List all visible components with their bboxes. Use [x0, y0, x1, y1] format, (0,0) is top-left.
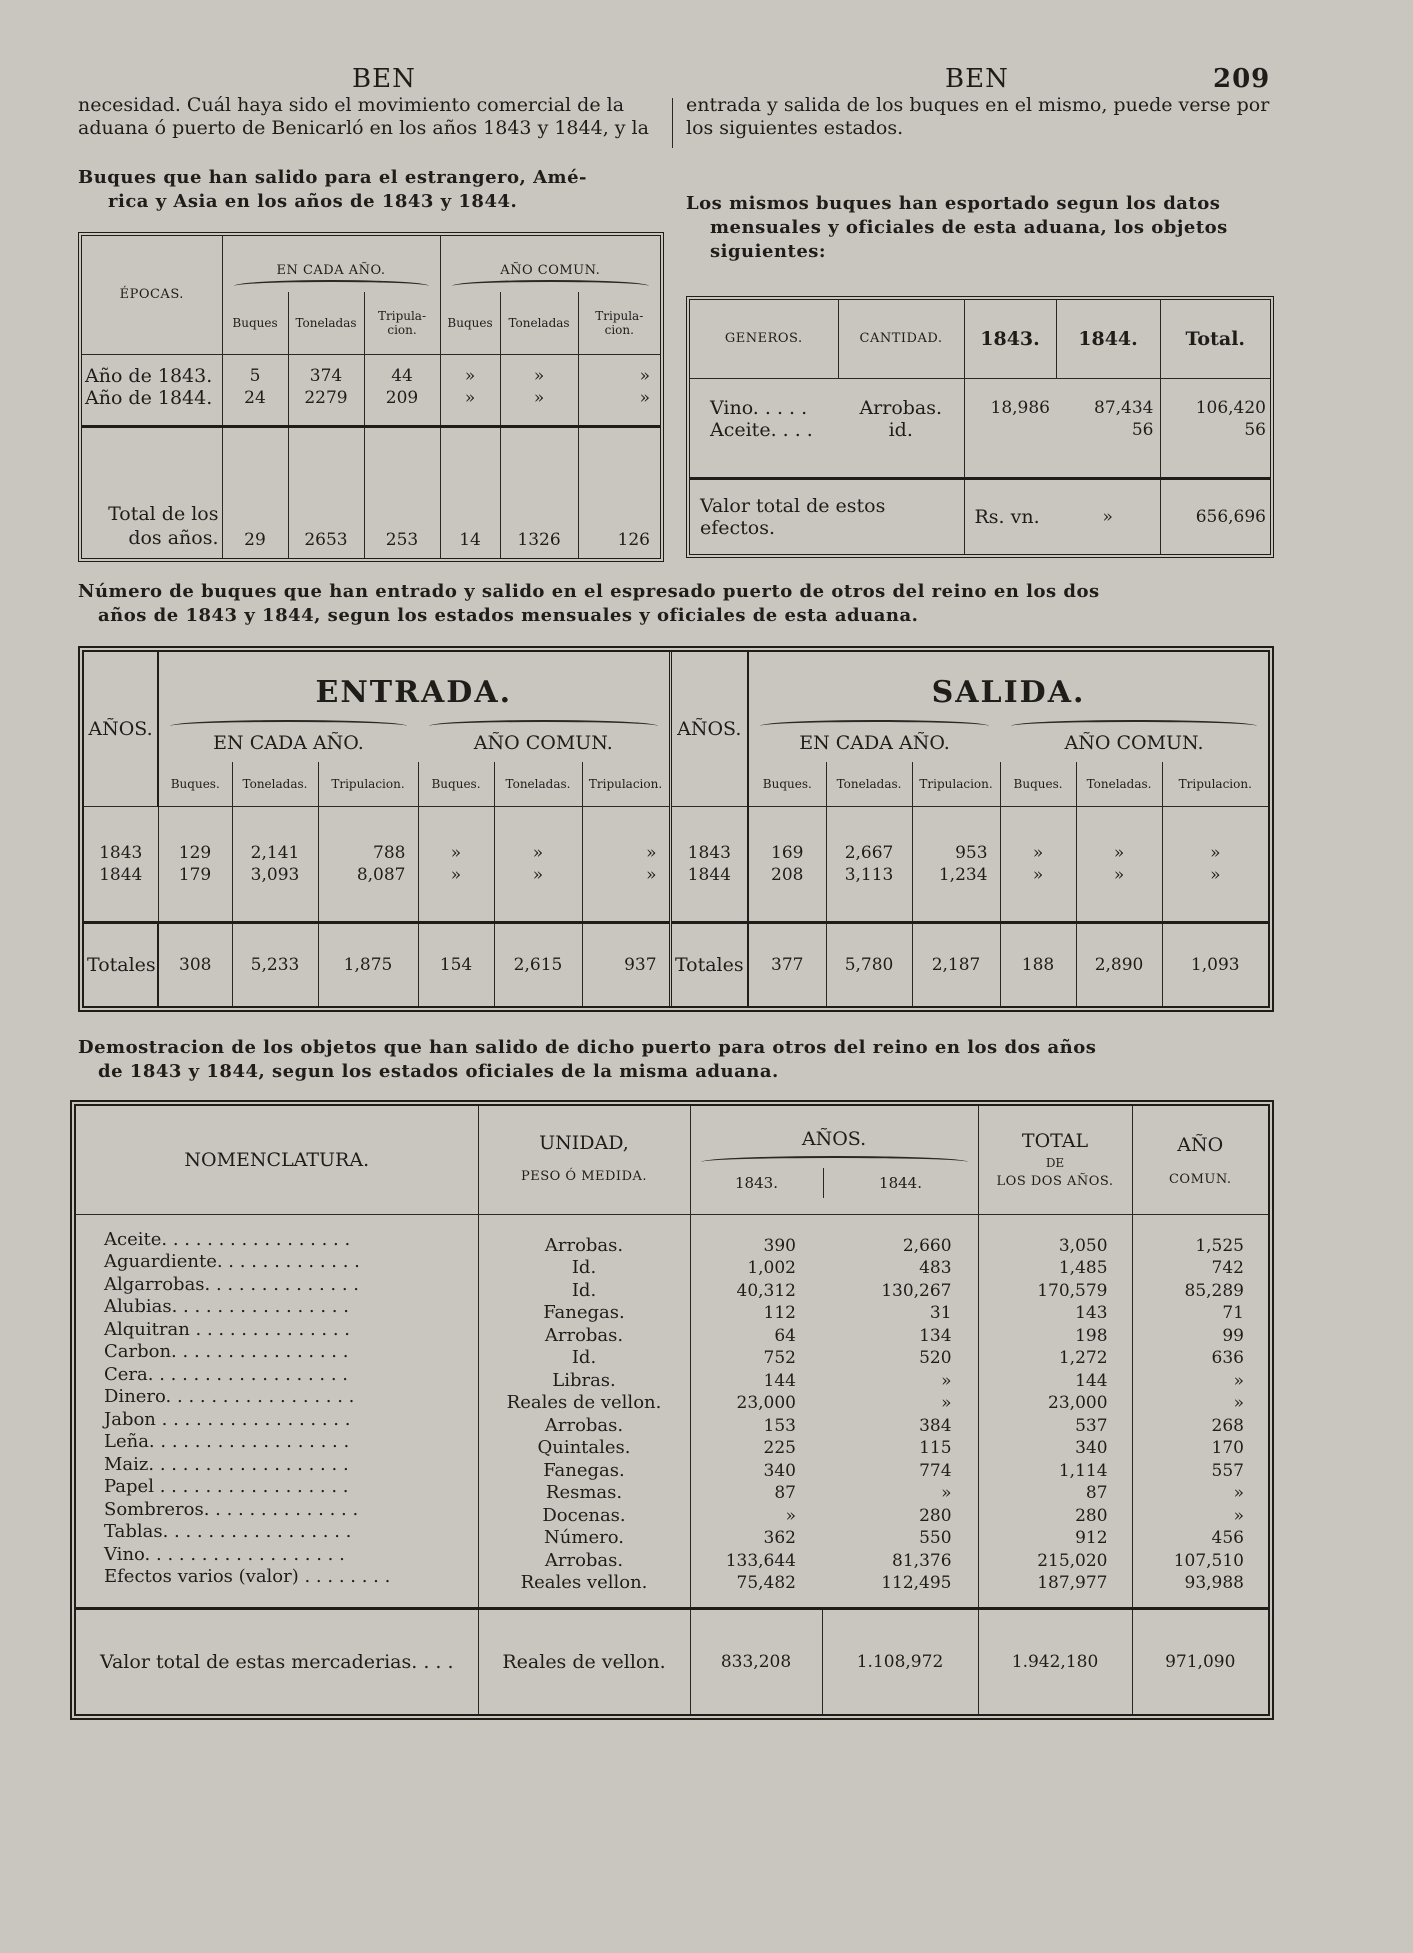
- t3-cell: » »: [1210, 842, 1221, 885]
- t4-item-1843: 112: [763, 1303, 796, 1323]
- t3-entrada: ENTRADA.: [158, 652, 670, 710]
- table3-title: Número de buques que han entrado y salido en el espresado puerto de otros del reino en los dos años de 1843 y 1844, segun los estados mensuales y oficiales de esta aduana.: [78, 581, 1100, 626]
- t4-item-1843: 133,644: [725, 1550, 796, 1571]
- t4-item-unit: Fanegas.: [543, 1459, 625, 1481]
- total-list: [979, 1235, 1108, 1595]
- t4-unidad-col: [478, 1214, 690, 1608]
- t1-total: 1326: [500, 426, 578, 558]
- t3-e-comun: AÑO COMUN.: [418, 710, 670, 762]
- t3-col: Toneladas.: [826, 762, 912, 806]
- t4-comun-col: [1132, 1214, 1268, 1608]
- t1-cell: 5 24: [222, 354, 288, 426]
- t3-col: Tripulacion.: [318, 762, 418, 806]
- t1-cell: » »: [500, 354, 578, 426]
- t3-totales-label: Totales: [84, 922, 158, 1006]
- t4-1843-col: [690, 1214, 822, 1608]
- t4-item-1843: 75,482: [736, 1573, 796, 1593]
- t1-group-en-cada: EN CADA AÑO.: [222, 236, 440, 292]
- t3-cell: 129 179: [158, 806, 232, 922]
- t2-h-total: Total.: [1185, 327, 1246, 350]
- t4-item-1844: 115: [919, 1438, 952, 1458]
- t4-item-name: Aceite. . . . . . . . . . . . . . . . .: [104, 1228, 351, 1250]
- t4-item-comun: »: [1233, 1393, 1244, 1413]
- t4-item-total: 144: [1075, 1370, 1108, 1391]
- t4-item-total: 198: [1075, 1325, 1108, 1346]
- t3-cell: » »: [418, 806, 494, 922]
- t4-item-total: 170,579: [1037, 1280, 1108, 1301]
- t4-total-col: [978, 1214, 1132, 1608]
- t4-item-total: 215,020: [1037, 1550, 1108, 1571]
- t1-col-tripulacion-comun: Tripula- cion.: [595, 308, 644, 337]
- t4-item-unit: Quintales.: [537, 1437, 631, 1458]
- t4-item-total: 1,485: [1058, 1258, 1108, 1278]
- brace: [429, 720, 658, 732]
- t2-h-cantidad: CANTIDAD.: [838, 300, 964, 378]
- t4-item-1844: 31: [929, 1303, 952, 1323]
- table4: [70, 1100, 1274, 1720]
- t2-1843: 18,986: [990, 397, 1050, 418]
- t4-item-total: 1,114: [1058, 1460, 1108, 1481]
- t3-col: Tripulacion.: [912, 762, 1000, 806]
- t3-cell: 2,141 3,093: [232, 806, 318, 922]
- t4-item-name: Cera. . . . . . . . . . . . . . . . . .: [104, 1363, 349, 1385]
- t1-total: 253: [364, 426, 440, 558]
- t4-item-1844: 520: [919, 1348, 952, 1368]
- t4-item-1844: 134: [919, 1325, 952, 1346]
- t1-total: 2653: [288, 426, 364, 558]
- nomenclatura-list: [104, 1229, 478, 1589]
- t3-total: 937: [582, 922, 670, 1006]
- t2-cantidad: Arrobas. id.: [838, 378, 964, 478]
- t3-s-en-cada: EN CADA AÑO.: [748, 710, 1000, 762]
- t4-item-comun: »: [1233, 1483, 1244, 1503]
- t4-item-comun: »: [1233, 1370, 1244, 1391]
- t2-h-1844: 1844.: [1056, 300, 1160, 378]
- t4-item-1844: 130,267: [881, 1280, 952, 1301]
- t4-item-unit: Id.: [571, 1347, 597, 1368]
- table2-title: Los mismos buques han esportado segun los datos mensuales y oficiales de esta aduana, los objetos siguientes:: [686, 193, 1228, 262]
- t3-col: Tripulacion.: [1178, 776, 1252, 791]
- t3-total: 1,093: [1190, 954, 1240, 975]
- t3-total: 154: [418, 922, 494, 1006]
- t4-item-1844: 550: [919, 1528, 952, 1548]
- t3-col: Buques.: [158, 762, 232, 806]
- t2-h-1843: 1843.: [964, 300, 1056, 378]
- t4-item-name: Alquitran . . . . . . . . . . . . . .: [104, 1318, 350, 1340]
- t4-item-total: 143: [1075, 1303, 1108, 1323]
- t4-item-name: Dinero. . . . . . . . . . . . . . . . .: [104, 1386, 355, 1407]
- column-rule: [672, 98, 673, 148]
- t4-item-1843: 752: [763, 1348, 796, 1368]
- t4-item-comun: 85,289: [1184, 1280, 1244, 1301]
- t4-item-total: 1,272: [1058, 1348, 1108, 1368]
- t4-item-name: Leña. . . . . . . . . . . . . . . . . .: [104, 1431, 350, 1452]
- t4-item-total: 912: [1075, 1528, 1108, 1548]
- t1-epocas: ÉPOCAS.: [82, 236, 222, 354]
- t3-total: 188: [1000, 922, 1076, 1006]
- t4-item-comun: 456: [1211, 1528, 1244, 1548]
- t4-item-1844: 384: [919, 1415, 952, 1436]
- intro-left: necesidad. Cuál haya sido el movimiento comercial de la aduana ó puerto de Benicarló en los años 1843 y 1844, y la: [78, 94, 649, 139]
- t1-row-labels: Año de 1843. Año de 1844.: [82, 354, 222, 426]
- t4-item-unit: Arrobas.: [544, 1549, 624, 1571]
- t1-total: 29: [222, 426, 288, 558]
- brace: [452, 280, 649, 292]
- t1-col-buques-comun: Buques: [440, 292, 500, 354]
- t4-item-1844: »: [941, 1483, 952, 1503]
- t4-item-name: Maiz. . . . . . . . . . . . . . . . . .: [104, 1453, 349, 1475]
- t4-item-total: 187,977: [1037, 1573, 1108, 1593]
- t4-item-comun: 71: [1222, 1303, 1244, 1323]
- t4-item-comun: 1,525: [1195, 1235, 1244, 1256]
- table1: [78, 232, 664, 562]
- t4-item-comun: 742: [1211, 1258, 1244, 1278]
- t1-col-toneladas: Toneladas: [288, 292, 364, 354]
- comun-list: [1133, 1235, 1244, 1595]
- t3-total: 2,615: [494, 922, 582, 1006]
- t3-years: 1843 1844: [670, 806, 748, 922]
- t2-valor-total: 656,696: [1195, 506, 1266, 527]
- t4-item-name: Alubias. . . . . . . . . . . . . . . .: [104, 1296, 349, 1317]
- page-number: 209: [1213, 64, 1271, 94]
- t3-e-en-cada: EN CADA AÑO.: [158, 710, 418, 762]
- t3-cell: » »: [1000, 806, 1076, 922]
- brace: [170, 720, 407, 732]
- t4-item-1843: 340: [763, 1460, 796, 1481]
- t4-item-unit: Arrobas.: [544, 1414, 624, 1436]
- t2-generos: Vino. . . . . Aceite. . . .: [710, 396, 813, 441]
- t4-h-comun: AÑO COMUN.: [1168, 1133, 1232, 1187]
- t4-valor-total: 1.942,180: [978, 1608, 1132, 1714]
- t4-item-1843: 23,000: [736, 1393, 796, 1413]
- t2-valor-label: Valor total de estos efectos.: [690, 478, 964, 554]
- table3: [78, 646, 1274, 1012]
- t2-valor-unit: Rs. vn.: [974, 505, 1040, 528]
- t4-item-unit: Fanegas.: [543, 1302, 625, 1323]
- t4-item-comun: 99: [1222, 1325, 1244, 1346]
- t3-total: 1,875: [318, 922, 418, 1006]
- t4-item-unit: Docenas.: [542, 1504, 626, 1526]
- table4-title: Demostracion de los objetos que han salido de dicho puerto para otros del reino en los dos años de 1843 y 1844, segun los estados oficiales de la misma aduana.: [78, 1037, 1097, 1082]
- t4-item-1843: 144: [763, 1370, 796, 1391]
- t4-h-total: TOTAL DE LOS DOS AÑOS.: [978, 1106, 1132, 1214]
- t3-col: Buques.: [418, 762, 494, 806]
- t4-nomenclatura-col: [76, 1214, 478, 1608]
- t4-item-unit: Reales de vellon.: [506, 1392, 662, 1413]
- t4-item-unit: Arrobas.: [544, 1324, 624, 1346]
- t3-total: 308: [158, 922, 232, 1006]
- brace: [234, 280, 429, 292]
- t3-col: Toneladas.: [1076, 762, 1162, 806]
- t3-totales-label: Totales: [670, 922, 748, 1006]
- t3-col: Toneladas.: [494, 762, 582, 806]
- t4-item-name: Aguardiente. . . . . . . . . . . . .: [104, 1251, 360, 1272]
- table1-title: Buques que han salido para el estrangero, Amé- rica y Asia en los años de 1843 y 1844.: [78, 167, 587, 212]
- t1-cell: » »: [440, 354, 500, 426]
- table2: [686, 296, 1274, 558]
- t4-item-unit: Número.: [544, 1527, 624, 1548]
- t1-col-tripulacion: Tripula- cion.: [364, 292, 440, 354]
- t3-col: Tripulacion.: [582, 762, 670, 806]
- t3-cell: 2,667 3,113: [826, 806, 912, 922]
- t1-cell: 374 2279: [288, 354, 364, 426]
- t4-item-total: 537: [1075, 1415, 1108, 1436]
- t1-cell: 44 209: [364, 354, 440, 426]
- intro-right: entrada y salida de los buques en el mismo, puede verse por los siguientes estados.: [686, 94, 1270, 139]
- t4-item-name: Carbon. . . . . . . . . . . . . . . .: [104, 1341, 349, 1362]
- t1-col-toneladas-comun: Toneladas: [500, 292, 578, 354]
- t4-item-name: Tablas. . . . . . . . . . . . . . . . .: [104, 1521, 352, 1542]
- t4-valor-comun: 971,090: [1165, 1651, 1236, 1672]
- t3-anos-salida: AÑOS.: [670, 652, 748, 806]
- t3-cell: » »: [582, 806, 670, 922]
- t4-item-1843: 225: [763, 1438, 796, 1458]
- t4-item-1843: 1,002: [747, 1258, 796, 1278]
- t4-1844-col: [822, 1214, 978, 1608]
- t4-item-total: 87: [1085, 1483, 1108, 1503]
- t4-item-name: Sombreros. . . . . . . . . . . . . .: [104, 1498, 359, 1520]
- t2-h-generos: GENEROS.: [690, 300, 838, 378]
- t3-col: Buques.: [1000, 762, 1076, 806]
- y1843-list: [691, 1235, 797, 1595]
- t4-item-comun: 557: [1211, 1460, 1244, 1481]
- t4-item-1843: 362: [763, 1528, 796, 1548]
- t4-h-nomenclatura: NOMENCLATURA.: [76, 1106, 478, 1214]
- t2-total: 106,420 56: [1195, 397, 1266, 440]
- t1-total-label: Total de los dos años.: [82, 426, 222, 558]
- t4-item-name: Jabon . . . . . . . . . . . . . . . . .: [104, 1408, 351, 1430]
- t2-1844: 87,434 56: [1056, 378, 1160, 478]
- t4-item-1844: 81,376: [892, 1550, 952, 1571]
- t4-item-comun: »: [1233, 1505, 1244, 1526]
- t3-col: Buques.: [748, 762, 826, 806]
- t4-item-comun: 268: [1211, 1415, 1244, 1436]
- t4-item-unit: Id.: [571, 1257, 597, 1278]
- t4-valor-label: Valor total de estas mercaderias. . . .: [76, 1608, 478, 1714]
- t4-item-comun: 93,988: [1184, 1573, 1244, 1593]
- header-left: BEN: [352, 64, 416, 94]
- t1-cell: » »: [639, 365, 650, 408]
- y1844-list: [822, 1235, 952, 1595]
- t4-item-name: Algarrobas. . . . . . . . . . . . . .: [104, 1273, 360, 1295]
- t4-item-comun: 636: [1211, 1348, 1244, 1368]
- t4-item-1843: 64: [774, 1325, 796, 1346]
- t2-valor-1844: »: [1056, 478, 1160, 554]
- t3-cell: 788 8,087: [318, 806, 418, 922]
- t3-total: 2,890: [1076, 922, 1162, 1006]
- t4-item-1843: 87: [774, 1483, 796, 1503]
- t4-item-1843: 153: [763, 1415, 796, 1436]
- t3-salida: SALIDA.: [931, 675, 1086, 710]
- header-right: BEN: [945, 64, 1009, 94]
- t4-item-1844: 483: [919, 1258, 952, 1278]
- t4-item-1844: 280: [919, 1505, 952, 1526]
- t3-total: 377: [748, 922, 826, 1006]
- brace: [701, 1156, 968, 1168]
- t1-total: 14: [440, 426, 500, 558]
- t1-total: 126: [617, 530, 650, 550]
- t3-col: Toneladas.: [232, 762, 318, 806]
- t4-valor-1843: 833,208: [690, 1608, 822, 1714]
- t4-item-unit: Libras.: [552, 1369, 616, 1391]
- brace: [1011, 720, 1257, 732]
- t3-cell: 953 1,234: [912, 806, 1000, 922]
- t4-item-unit: Id.: [571, 1279, 597, 1301]
- t3-total: 5,780: [826, 922, 912, 1006]
- t3-cell: » »: [494, 806, 582, 922]
- t3-cell: 169 208: [748, 806, 826, 922]
- t4-item-1844: 2,660: [902, 1235, 952, 1256]
- t3-s-comun: AÑO COMUN.: [1000, 710, 1268, 762]
- brace: [760, 720, 989, 732]
- t4-item-unit: Reales vellon.: [520, 1572, 648, 1593]
- t4-item-total: 3,050: [1058, 1235, 1108, 1256]
- t3-cell: » »: [1076, 806, 1162, 922]
- t3-anos-entrada: AÑOS.: [84, 652, 158, 806]
- t3-years: 1843 1844: [84, 806, 158, 922]
- t4-item-name: Efectos varios (valor) . . . . . . . .: [104, 1566, 391, 1587]
- t1-group-comun: AÑO COMUN.: [440, 236, 660, 292]
- t4-h-unidad: UNIDAD, PESO Ó MEDIDA.: [478, 1106, 690, 1214]
- t4-item-1844: 774: [919, 1460, 952, 1481]
- t4-item-total: 23,000: [1048, 1393, 1108, 1413]
- t4-item-name: Vino. . . . . . . . . . . . . . . . . .: [104, 1543, 345, 1565]
- t4-item-1843: »: [785, 1505, 796, 1526]
- t4-item-1843: 40,312: [736, 1280, 796, 1301]
- t4-item-1844: »: [941, 1393, 952, 1413]
- t4-item-total: 340: [1075, 1438, 1108, 1458]
- t4-item-unit: Resmas.: [545, 1482, 623, 1503]
- t4-item-comun: 170: [1211, 1438, 1244, 1458]
- t4-valor-unit: Reales de vellon.: [478, 1608, 690, 1714]
- t4-item-unit: Arrobas.: [544, 1234, 624, 1256]
- t4-item-1844: »: [941, 1370, 952, 1391]
- t1-col-buques: Buques: [222, 292, 288, 354]
- t4-item-total: 280: [1075, 1505, 1108, 1526]
- unidad-list: [482, 1235, 687, 1595]
- t4-valor-1844: 1.108,972: [822, 1608, 978, 1714]
- t4-item-1844: 112,495: [881, 1573, 952, 1593]
- t4-h-anos: AÑOS. 1843. 1844.: [690, 1106, 978, 1214]
- t3-total: 5,233: [232, 922, 318, 1006]
- t3-total: 2,187: [912, 922, 1000, 1006]
- t4-item-1843: 390: [763, 1235, 796, 1256]
- t4-item-comun: 107,510: [1173, 1550, 1244, 1571]
- t4-item-name: Papel . . . . . . . . . . . . . . . . .: [104, 1476, 349, 1497]
